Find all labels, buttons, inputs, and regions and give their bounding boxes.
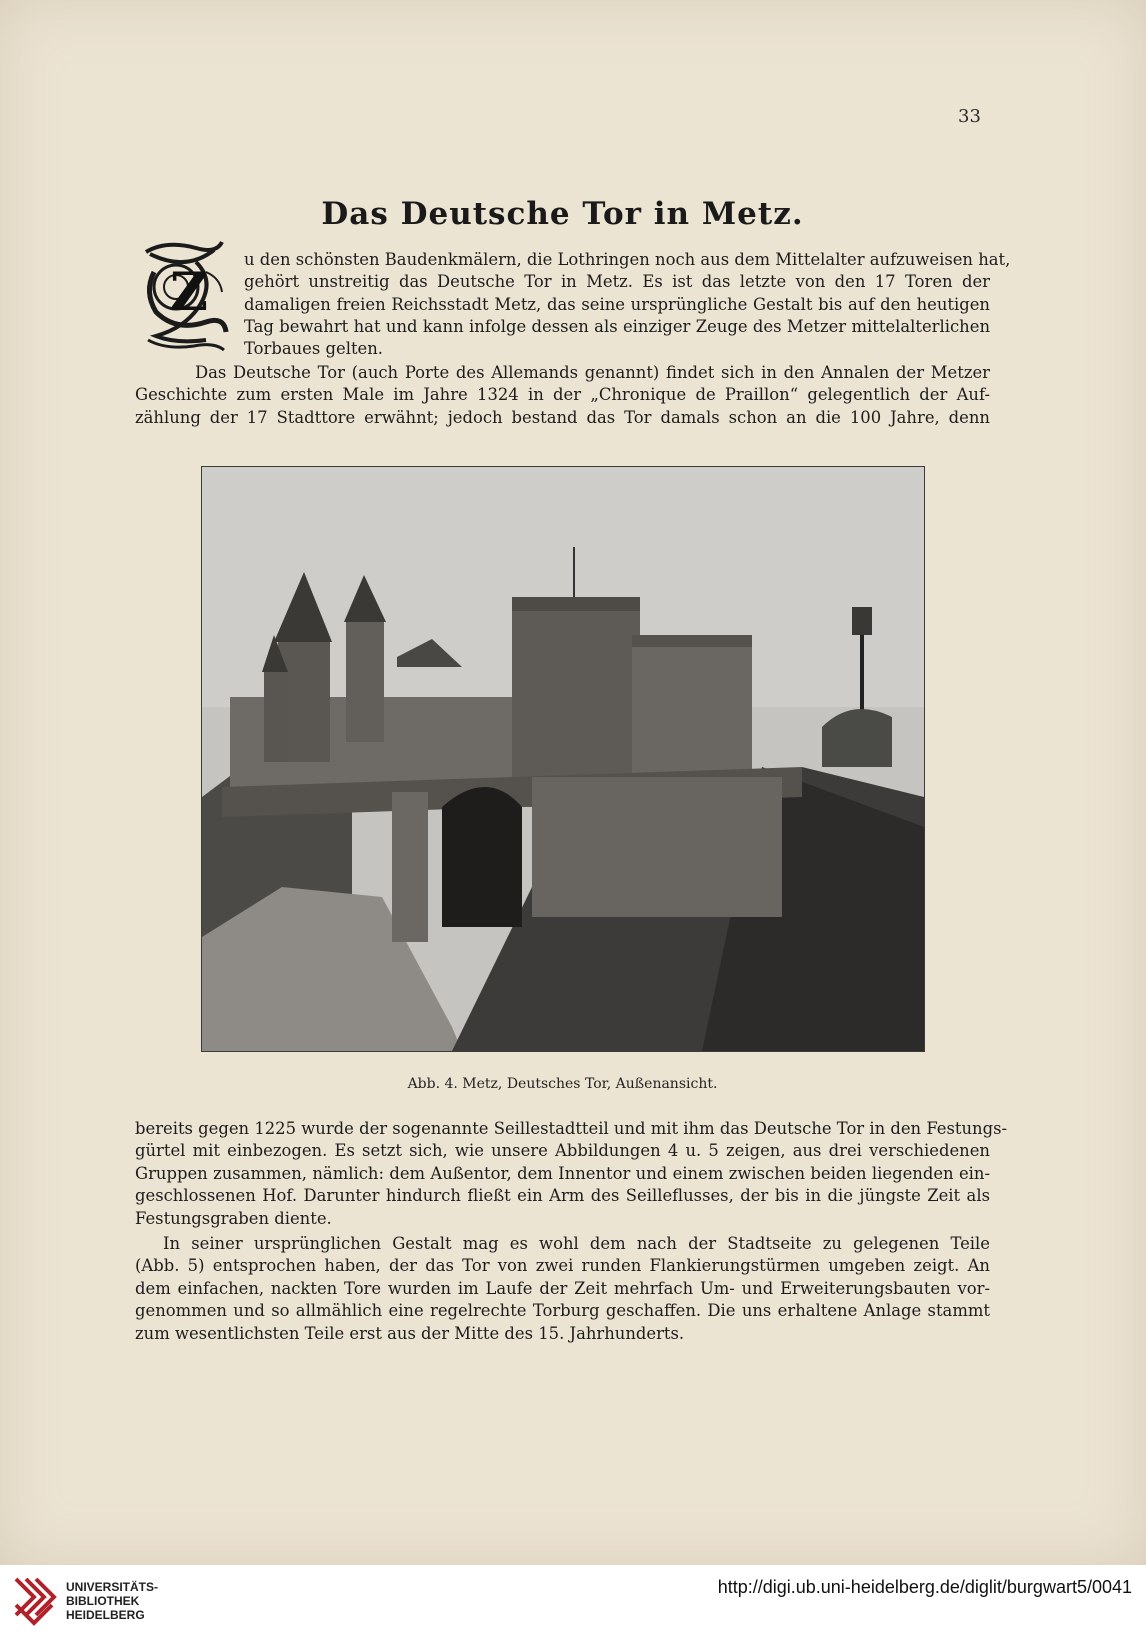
logo-mark — [16, 1579, 54, 1623]
library-name-line: BIBLIOTHEK — [66, 1594, 140, 1608]
library-name — [66, 1580, 158, 1622]
text-line: Das Deutsche Tor (auch Porte des Allemands genannt) findet sich in den Annalen der Metzer — [195, 363, 990, 382]
text-line: Geschichte zum ersten Male im Jahre 1324 in der „Chronique de Praillon“ gelegentlich der Auf- — [135, 385, 990, 405]
initial-letter: Z — [170, 262, 208, 323]
text-line: dem einfachen, nackten Tore wurden im Laufe der Zeit mehrfach Um- und Erweiterungsbauten vor- — [135, 1278, 990, 1298]
article-title: Das Deutsche Tor in Metz. — [321, 196, 804, 232]
text-line: Torbaues gelten. — [244, 339, 383, 358]
paragraph-2 — [135, 362, 990, 429]
text-line: Gruppen zusammen, nämlich: dem Außentor, dem Innentor und einem zwischen beiden liegenden ein- — [135, 1163, 990, 1183]
text-line: In seiner ursprünglichen Gestalt mag es wohl dem nach der Stadtseite zu gelegenen Teile — [163, 1234, 990, 1253]
page-number: 33 — [958, 106, 981, 127]
text-line: (Abb. 5) entsprochen haben, der das Tor von zwei runden Flankierungstürmen umgeben zeigt. An — [135, 1256, 990, 1276]
text-line: zum wesentlichsten Teile erst aus der Mitte des 15. Jahrhunderts. — [135, 1323, 685, 1343]
text-line: damaligen freien Reichsstadt Metz, das seine ursprüngliche Gestalt bis auf den heutigen — [244, 294, 990, 314]
library-name-line: UNIVERSITÄTS- — [66, 1580, 159, 1594]
text-line: genommen und so allmählich eine regelrechte Torburg geschaffen. Die uns erhaltene Anlage stammt — [135, 1301, 990, 1321]
text-line: zählung der 17 Stadttore erwähnt; jedoch bestand das Tor damals schon an die 100 Jahre, denn — [135, 407, 990, 427]
library-logo-icon — [12, 1575, 58, 1633]
text-line: u den schönsten Baudenkmälern, die Lothringen noch aus dem Mittelalter aufzuweisen hat, — [244, 250, 1011, 269]
library-name-line: HEIDELBERG — [66, 1608, 145, 1622]
intro-paragraph-end — [135, 338, 990, 360]
paragraph-3 — [135, 1118, 1008, 1230]
source-url-link[interactable]: http://digi.ub.uni-heidelberg.de/diglit/burgwart5/0041 — [717, 1577, 1132, 1597]
text-line: gehört unstreitig das Deutsche Tor in Metz. Es ist das letzte von den 17 Toren der — [244, 272, 990, 292]
text-line: geschlossenen Hof. Darunter hindurch fließt ein Arm des Seilleflusses, der bis in die jüngste Zeit als — [135, 1186, 990, 1206]
text-line: Tag bewahrt hat und kann infolge dessen als einziger Zeuge des Metzer mittelalterlichen — [244, 317, 990, 337]
text-line: Festungsgraben diente. — [135, 1208, 332, 1228]
figure-caption: Abb. 4. Metz, Deutsches Tor, Außenansicht. — [407, 1076, 718, 1092]
text-line: bereits gegen 1225 wurde der sogenannte Seillestadtteil und mit ihm das Deutsche Tor in den Festungs- — [135, 1119, 1008, 1138]
text-line: gürtel mit einbezogen. Es setzt sich, wie unsere Abbildungen 4 u. 5 zeigen, aus drei verschiedenen — [135, 1141, 990, 1161]
intro-paragraph — [244, 249, 1011, 339]
paragraph-4 — [135, 1233, 990, 1345]
gate-photograph — [201, 466, 925, 1052]
